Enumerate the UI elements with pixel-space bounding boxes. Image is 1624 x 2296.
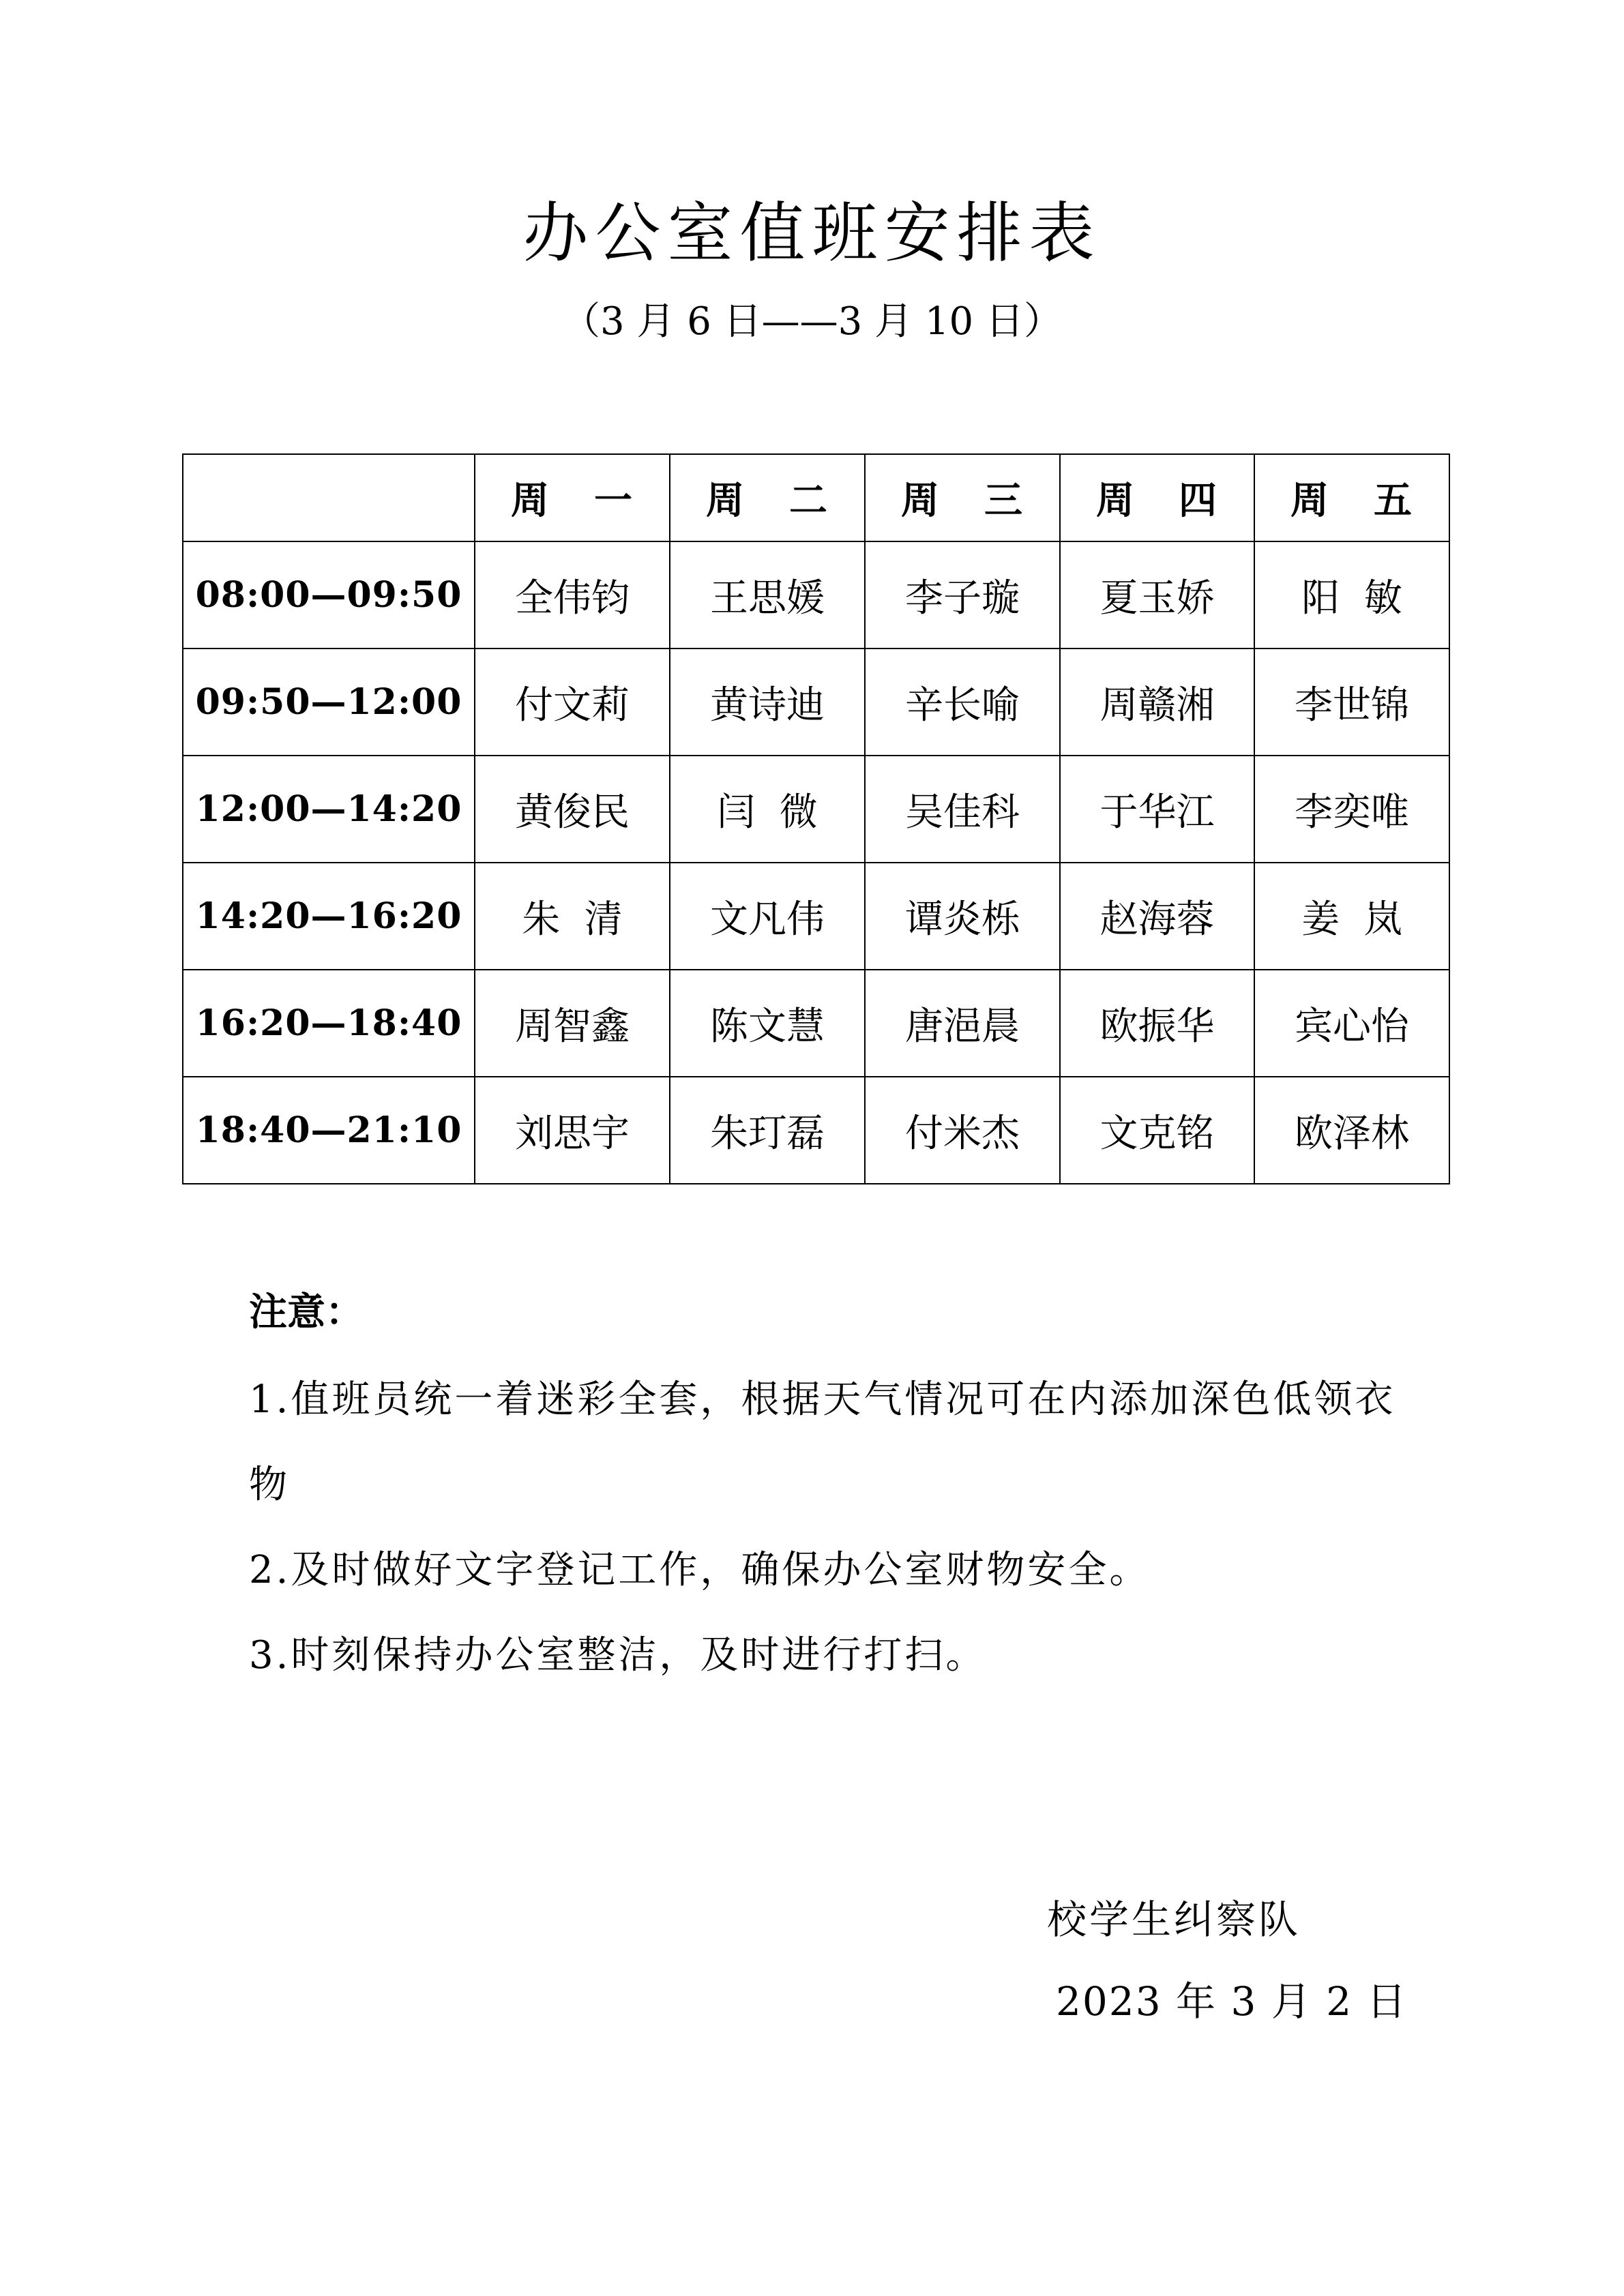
table-row [183, 756, 1449, 863]
time-slot-cell: 12:00—14:20 [183, 756, 475, 863]
name-cell: 王思媛 [670, 541, 865, 648]
name-cell: 欧振华 [1060, 970, 1254, 1077]
name-cell: 宾心怡 [1254, 970, 1449, 1077]
name-cell: 周智鑫 [475, 970, 670, 1077]
name-cell: 夏玉娇 [1060, 541, 1254, 648]
name-cell: 李子璇 [865, 541, 1060, 648]
name-cell: 赵海蓉 [1060, 863, 1254, 970]
issue-date: 2023 年 3 月 2 日 [1056, 1978, 1408, 2025]
table-row [183, 1077, 1449, 1184]
name-cell: 周赣湘 [1060, 648, 1254, 756]
name-cell: 李世锦 [1254, 648, 1449, 756]
document-title: 办公室值班安排表 [522, 195, 1102, 271]
day-header-mon: 周 一 [475, 454, 670, 541]
note-item: 3.时刻保持办公室整洁，及时进行打扫。 [249, 1633, 987, 1678]
name-cell: 朱玎磊 [670, 1077, 865, 1184]
table-row [183, 541, 1449, 648]
name-cell: 文克铭 [1060, 1077, 1254, 1184]
name-cell: 黄俊民 [475, 756, 670, 863]
name-cell: 全伟钧 [475, 541, 670, 648]
name-cell: 朱 清 [475, 863, 670, 970]
date-range-subtitle: （3 月 6 日——3 月 10 日） [562, 299, 1062, 344]
day-header-tue: 周 二 [670, 454, 865, 541]
name-cell: 阳 敏 [1254, 541, 1449, 648]
name-cell: 付文莉 [475, 648, 670, 756]
name-cell: 辛长喻 [865, 648, 1060, 756]
time-slot-cell: 18:40—21:10 [183, 1077, 475, 1184]
time-slot-cell: 14:20—16:20 [183, 863, 475, 970]
notes-heading: 注意： [249, 1289, 364, 1335]
table-row [183, 863, 1449, 970]
table-header-row [183, 454, 1449, 541]
duty-schedule-table [182, 453, 1450, 1184]
name-cell: 付米杰 [865, 1077, 1060, 1184]
day-header-thu: 周 四 [1060, 454, 1254, 541]
name-cell: 谭炎栎 [865, 863, 1060, 970]
corner-cell [183, 454, 475, 541]
day-header-fri: 周 五 [1254, 454, 1449, 541]
name-cell: 李奕唯 [1254, 756, 1449, 863]
time-slot-cell: 09:50—12:00 [183, 648, 475, 756]
name-cell: 欧泽林 [1254, 1077, 1449, 1184]
day-header-wed: 周 三 [865, 454, 1060, 541]
name-cell: 于华江 [1060, 756, 1254, 863]
name-cell: 唐浥晨 [865, 970, 1060, 1077]
note-item: 2.及时做好文字登记工作，确保办公室财物安全。 [249, 1548, 1151, 1592]
name-cell: 黄诗迪 [670, 648, 865, 756]
name-cell: 刘思宇 [475, 1077, 670, 1184]
table-row [183, 648, 1449, 756]
note-item: 1.值班员统一着迷彩全套，根据天气情况可在内添加深色低领衣物 [249, 1377, 1396, 1507]
name-cell: 姜 岚 [1254, 863, 1449, 970]
table-row [183, 970, 1449, 1077]
issuer-organization: 校学生纠察队 [1047, 1896, 1301, 1943]
name-cell: 文凡伟 [670, 863, 865, 970]
name-cell: 吴佳科 [865, 756, 1060, 863]
name-cell: 陈文慧 [670, 970, 865, 1077]
time-slot-cell: 16:20—18:40 [183, 970, 475, 1077]
name-cell: 闫 微 [670, 756, 865, 863]
time-slot-cell: 08:00—09:50 [183, 541, 475, 648]
